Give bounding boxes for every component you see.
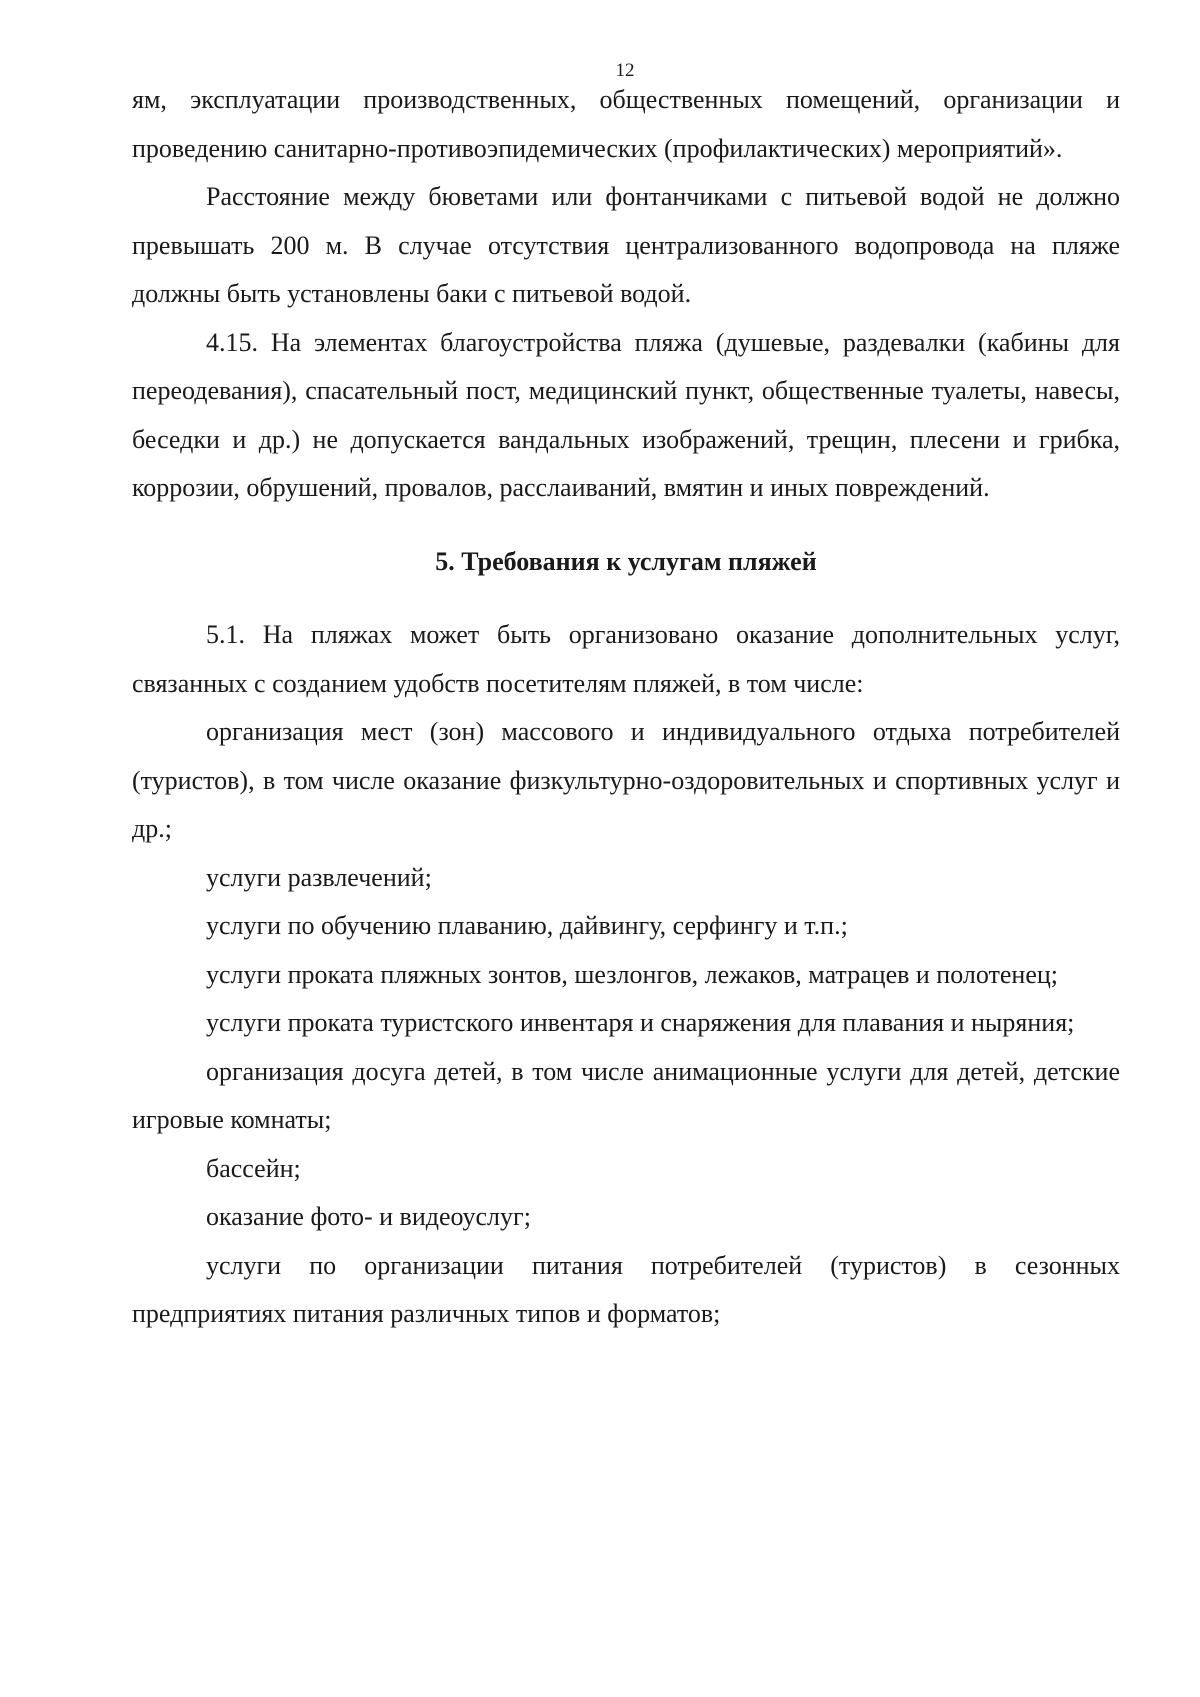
- list-item: услуги по организации питания потребителей (туристов) в сезонных предприятиях питания различных типов и форматов;: [132, 1250, 1120, 1328]
- section-heading: 5. Требования к услугам пляжей: [435, 546, 817, 576]
- paragraph-continuation: ям, эксплуатации производственных, общественных помещений, организации и проведению санитарно-противоэпидемических (профилактических) мероприятий».: [132, 85, 1120, 163]
- list-item: организация досуга детей, в том числе анимационные услуги для детей, детские игровые комнаты;: [132, 1056, 1120, 1134]
- page-number: 12: [615, 60, 635, 81]
- list-item: услуги проката пляжных зонтов, шезлонгов, лежаков, матрацев и полотенец;: [206, 959, 1058, 989]
- list-item: организация мест (зон) массового и индивидуального отдыха потребителей (туристов), в том числе оказание физкультурно-оздоровительных и спортивных услуг и др.;: [132, 717, 1120, 843]
- list-item: услуги развлечений;: [206, 862, 432, 892]
- list-item: бассейн;: [206, 1153, 301, 1183]
- paragraph-5-1: 5.1. На пляжах может быть организовано оказание дополнительных услуг, связанных с созданием удобств посетителям пляжей, в том числе:: [132, 620, 1120, 698]
- paragraph-drinking-water: Расстояние между бюветами или фонтанчиками с питьевой водой не должно превышать 200 м. В случае отсутствия централизованного водопровода на пляже должны быть установлены баки с питьевой водой.: [132, 182, 1120, 308]
- list-item: услуги проката туристского инвентаря и снаряжения для плавания и ныряния;: [206, 1008, 1075, 1037]
- paragraph-4-15: 4.15. На элементах благоустройства пляжа (душевые, раздевалки (кабины для переодевания), спасательный пост, медицинский пункт, общественные туалеты, навесы, беседки и др.) не допускается вандальных изображений, трещин, плесени и грибка, коррозии, обрушений, провалов, расслаиваний, вмятин и иных повреждений.: [132, 327, 1120, 502]
- list-item: оказание фото- и видеоуслуг;: [206, 1202, 531, 1231]
- list-item: услуги по обучению плаванию, дайвингу, серфингу и т.п.;: [206, 911, 848, 940]
- document-body: [132, 76, 1120, 1339]
